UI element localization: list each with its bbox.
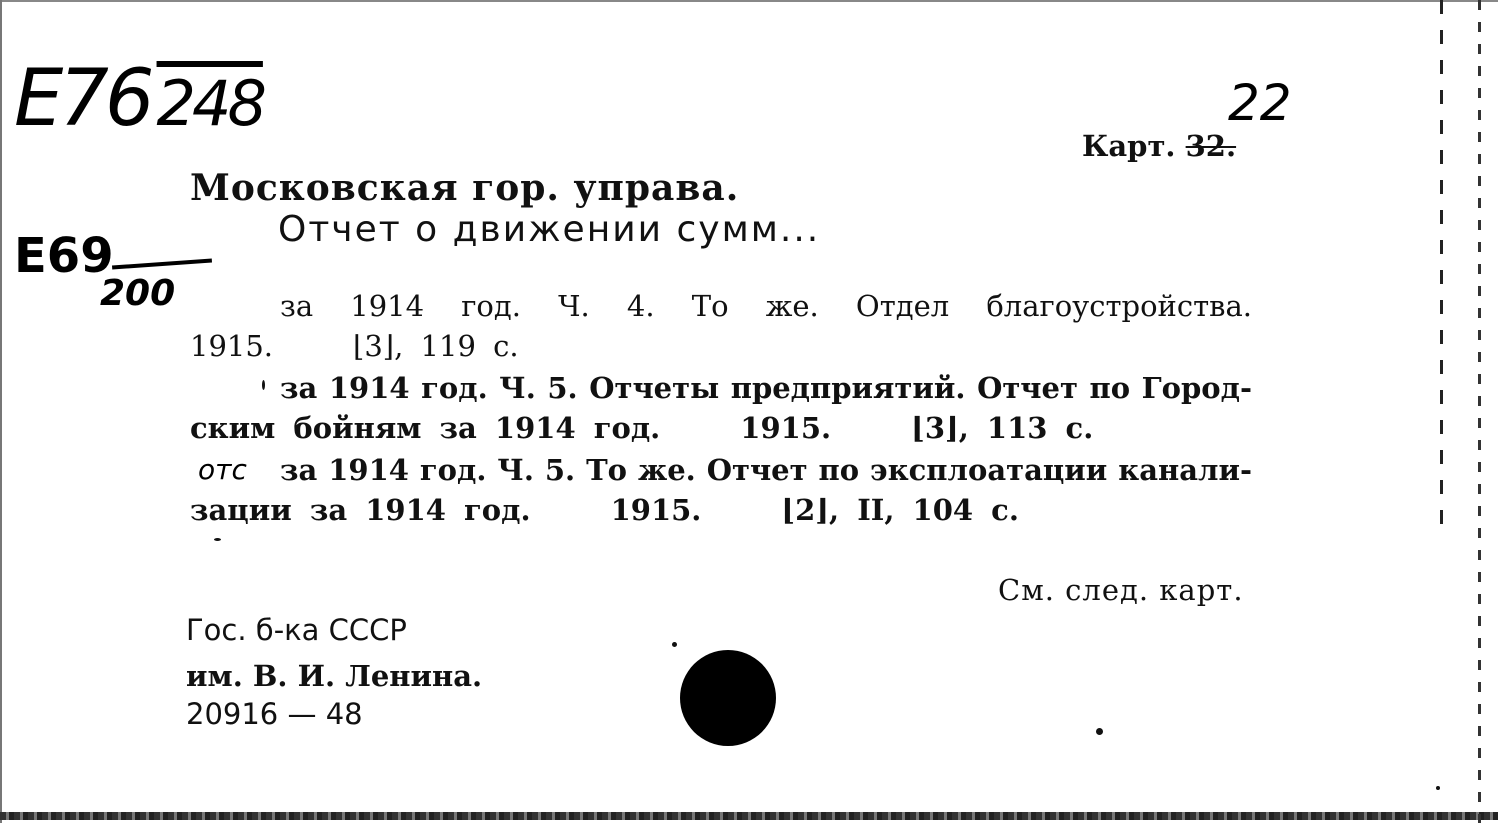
- handwritten-call-number-2-suffix: 200: [100, 273, 176, 314]
- ink-speck: [262, 380, 265, 390]
- card-title: Отчет о движении сумм...: [278, 209, 821, 250]
- handwritten-call-number-1: E76248: [14, 54, 263, 144]
- handwritten-call-number-2: E69: [14, 228, 114, 284]
- card-number-label: Карт. 32.: [1082, 129, 1237, 163]
- entry-1: [190, 286, 1252, 366]
- entry-volume: ⌊3⌋, 113 с.: [911, 411, 1094, 445]
- ink-speck: [214, 538, 221, 541]
- entry-line: за 1914 год. Ч. 5. Отчеты предприятий. Отчет по Город-: [280, 371, 1252, 405]
- entry-year: 1915.: [610, 493, 702, 527]
- entry-line-last: зации за 1914 год. 1915. ⌊2⌋, II, 104 с.: [190, 493, 1019, 527]
- library-print-number: 20916 — 48: [186, 697, 363, 731]
- card-top-border: [0, 0, 1498, 2]
- handwritten-card-number: 22: [1228, 74, 1292, 132]
- entry-line-last: 1915. ⌊3⌋, 119 с.: [190, 329, 519, 363]
- entry-2: [190, 368, 1252, 448]
- entry-volume: ⌊3⌋, 119 с.: [353, 329, 519, 363]
- see-next-card: См. след. карт.: [998, 573, 1244, 607]
- ink-speck: [672, 642, 677, 647]
- entry-line: за 1914 год. Ч. 5. То же. Отчет по эксплоатации канали-: [280, 453, 1252, 487]
- handwritten-call-number-1-suffix: 248: [156, 67, 263, 140]
- ink-speck: [1096, 728, 1103, 735]
- entry-3: [190, 450, 1252, 530]
- entry-volume: ⌊2⌋, II, 104 с.: [781, 493, 1019, 527]
- library-name-line-1: Гос. б-ка СССР: [186, 613, 407, 647]
- handwritten-underline: [112, 259, 212, 270]
- handwritten-mark: отс: [198, 453, 247, 486]
- card-heading: Московская гор. управа.: [190, 167, 740, 209]
- card-number-value: 32.: [1185, 129, 1237, 163]
- card-right-dashed-edge: [1440, 0, 1443, 540]
- entry-line-last: ским бойням за 1914 год. 1915. ⌊3⌋, 113 с.: [190, 411, 1094, 445]
- punch-hole: [680, 650, 776, 746]
- card-right-outer-edge: [1478, 0, 1481, 823]
- card-bottom-border: [0, 812, 1498, 820]
- card-left-border: [0, 0, 2, 823]
- library-name-line-2: им. В. И. Ленина.: [186, 659, 483, 693]
- entry-year: 1915.: [740, 411, 832, 445]
- entry-line: за 1914 год. Ч. 4. То же. Отдел благоустройства.: [280, 289, 1252, 323]
- ink-speck: [1436, 786, 1440, 790]
